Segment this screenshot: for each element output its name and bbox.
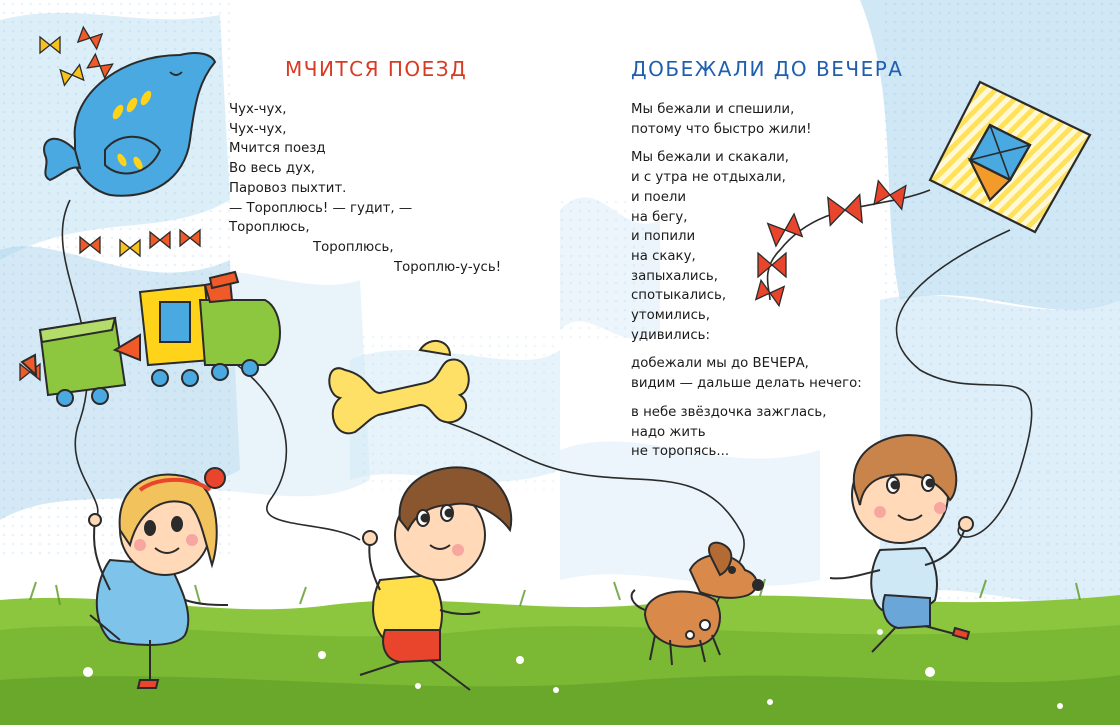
poem-line: Во весь дух, (229, 161, 316, 177)
poem-line: и попили (631, 229, 696, 245)
poem-stanza (631, 354, 921, 393)
poem-line: Тороплюсь, (229, 220, 310, 236)
poem-line: и с утра не отдыхали, (631, 170, 786, 186)
poem-line: надо жить (631, 424, 706, 440)
poem-line: Тороплю-у-усь! (394, 259, 502, 275)
poem-line: удивились: (631, 327, 710, 343)
poem-line: — Тороплюсь! — гудит, — (229, 200, 413, 216)
poem-stanza (631, 148, 921, 345)
poem-line: Тороплюсь, (313, 239, 394, 255)
poem-line: Мы бежали и скакали, (631, 150, 789, 166)
poem-line: потому что быстро жили! (631, 121, 812, 137)
poem-line: запыхались, (631, 268, 718, 284)
poem-stanza (631, 100, 921, 139)
poem-line: на бегу, (631, 209, 688, 225)
poem-line: спотыкались, (631, 288, 727, 304)
poem-mchitsya-poezd (229, 57, 519, 277)
poem-line: Паровоз пыхтит. (229, 180, 347, 196)
poem-line: и поели (631, 189, 687, 205)
poem-line: утомились, (631, 308, 710, 324)
poem-line: на скаку, (631, 248, 696, 264)
poem-line: в небе звёздочка зажглась, (631, 404, 827, 420)
poem-line: не торопясь... (631, 444, 730, 460)
poem-title: МЧИТСЯ ПОЕЗД (285, 57, 468, 81)
poem-line: видим — дальше делать нечего: (631, 376, 862, 392)
poem-line: Чух-чух, (229, 102, 287, 117)
poem-stanza (631, 403, 921, 462)
poem-dobezhali-do-vechera (631, 57, 921, 471)
poem-line: добежали мы до ВЕЧЕРА, (631, 356, 809, 372)
poem-line: Мчится поезд (229, 141, 326, 157)
poem-line: Мы бежали и спешили, (631, 102, 795, 117)
poem-title: ДОБЕЖАЛИ ДО ВЕЧЕРА (631, 57, 904, 81)
poem-line: Чух-чух, (229, 121, 287, 137)
